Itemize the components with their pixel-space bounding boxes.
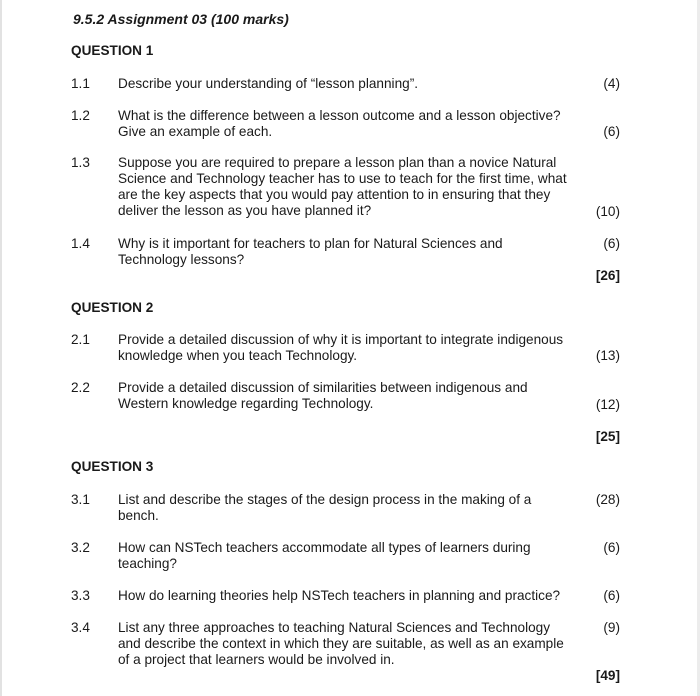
question-text-line: List any three approaches to teaching Natural Sciences and Technology: [118, 620, 551, 635]
question-text-3-1: [118, 492, 580, 524]
question-text-2-2: [118, 380, 580, 412]
question-text-line: Provide a detailed discussion of similarities between indigenous and: [118, 380, 528, 395]
question-text-line: List and describe the stages of the design process in the making of a: [118, 492, 532, 507]
question-text-line: Technology lessons?: [118, 252, 245, 267]
question-number-3-1: 3.1: [71, 492, 90, 507]
question-text-3-4: [118, 620, 580, 668]
question-text-line: Science and Technology teacher has to use to teach for the first time, what: [118, 171, 567, 186]
question-text-line: knowledge when you teach Technology.: [118, 348, 358, 363]
question-text-1-2: [118, 108, 580, 140]
question-number-2-1: 2.1: [71, 332, 90, 347]
assignment-title: 9.5.2 Assignment 03 (100 marks): [73, 11, 289, 27]
question-number-3-2: 3.2: [71, 540, 90, 555]
question-text-1-1: Describe your understanding of “lesson planning”.: [118, 76, 418, 91]
question-2-heading: QUESTION 2: [71, 300, 154, 315]
question-text-1-4: [118, 236, 580, 268]
question-marks-3-3: (6): [603, 588, 620, 603]
question-text-line: are the key aspects that you would pay attention to in ensuring that they: [118, 187, 551, 202]
question-number-3-4: 3.4: [71, 620, 90, 635]
question-number-1-2: 1.2: [71, 108, 90, 123]
question-2-total: [25]: [595, 429, 620, 444]
question-text-line: and describe the context in which they are suitable, as well as an example: [118, 636, 564, 651]
question-text-line: Why is it important for teachers to plan for Natural Sciences and: [118, 236, 503, 251]
question-marks-3-1: (28): [595, 492, 620, 507]
question-text-1-3: [118, 155, 580, 219]
question-text-line: teaching?: [118, 556, 177, 571]
question-number-1-4: 1.4: [71, 236, 90, 251]
question-1-total: [26]: [595, 268, 620, 283]
question-marks-3-2: (6): [603, 540, 620, 555]
question-marks-2-2: (12): [595, 397, 620, 412]
question-text-2-1: [118, 332, 580, 364]
question-3-total: [49]: [595, 668, 620, 683]
question-marks-1-4: (6): [603, 236, 620, 251]
question-text-line: Western knowledge regarding Technology.: [118, 396, 374, 411]
question-marks-2-1: (13): [595, 348, 620, 363]
question-marks-1-3: (10): [595, 204, 620, 219]
question-text-3-3: How do learning theories help NSTech teachers in planning and practice?: [118, 588, 561, 603]
question-text-line: Suppose you are required to prepare a lesson plan than a novice Natural: [118, 155, 557, 170]
question-text-line: Give an example of each.: [118, 124, 273, 139]
question-text-line: deliver the lesson as you have planned it?: [118, 203, 372, 218]
question-marks-1-1: (4): [603, 76, 620, 91]
question-text-line: of a project that learners would be involved in.: [118, 652, 395, 667]
question-marks-1-2: (6): [603, 124, 620, 139]
question-number-3-3: 3.3: [71, 588, 90, 603]
page-left-edge: [0, 0, 2, 696]
question-number-2-2: 2.2: [71, 380, 90, 395]
question-marks-3-4: (9): [603, 620, 620, 635]
question-number-1-1: 1.1: [71, 76, 90, 91]
question-text-line: What is the difference between a lesson outcome and a lesson objective?: [118, 108, 561, 123]
question-text-line: Provide a detailed discussion of why it is important to integrate indigenous: [118, 332, 564, 347]
question-text-line: How can NSTech teachers accommodate all types of learners during: [118, 540, 531, 555]
question-number-1-3: 1.3: [71, 155, 90, 170]
question-text-3-2: [118, 540, 580, 572]
question-3-heading: QUESTION 3: [71, 459, 154, 474]
question-text-line: bench.: [118, 508, 159, 523]
question-1-heading: QUESTION 1: [71, 43, 154, 58]
